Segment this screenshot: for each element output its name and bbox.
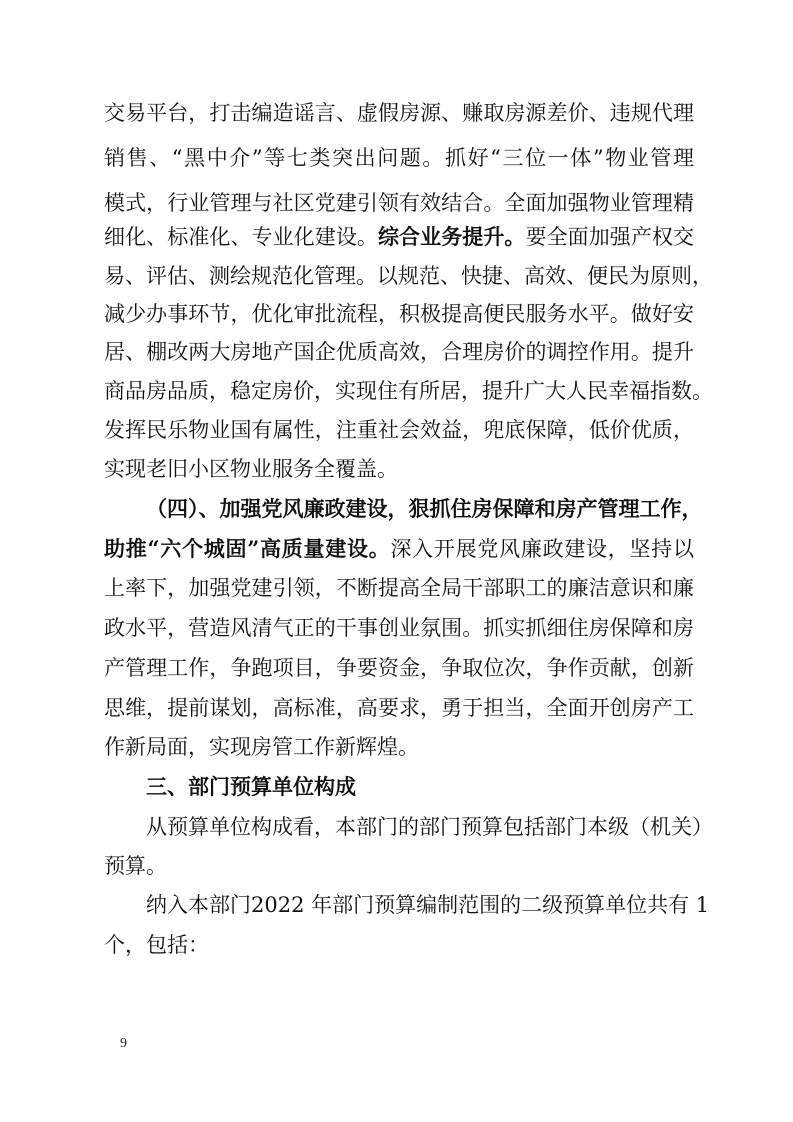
- text-line: 发挥民乐物业国有属性，注重社会效益，兜底保障，低价优质，: [104, 418, 694, 442]
- text-line: [104, 537, 694, 561]
- text-line: 上率下，加强党建引领，不断提高全局干部职工的廉洁意识和廉: [104, 576, 694, 600]
- text-line: 易、评估、测绘规范化管理。以规范、快捷、高效、便民为原则，: [104, 264, 713, 288]
- text-line: 从预算单位构成看，本部门的部门预算包括部门本级（机关）: [146, 815, 713, 839]
- text-line: 模式，行业管理与社区党建引领有效结合。全面加强物业管理精: [104, 191, 694, 215]
- text-line: 作新局面，实现房管工作新辉煌。: [104, 735, 419, 759]
- text-line: 政水平，营造风清气正的干事创业氛围。抓实抓细住房保障和房: [104, 616, 694, 640]
- text-line: 个，包括：: [104, 933, 209, 957]
- text-span: 细化、标准化、专业化建设。: [104, 225, 378, 249]
- text-line: 交易平台，打击编造谣言、虚假房源、赚取房源差价、违规代理: [104, 101, 694, 125]
- text-line: 商品房品质，稳定房价，实现住有所居，提升广大人民幸福指数。: [104, 379, 713, 403]
- text-line: [104, 225, 694, 249]
- text-line: 纳入本部门2022 年部门预算编制范围的二级预算单位共有 1: [146, 893, 710, 917]
- text-line: 产管理工作，争跑项目，争要资金，争取位次，争作贡献，创新: [104, 656, 694, 680]
- text-span: 深入开展党风廉政建设，坚持以: [390, 537, 694, 561]
- text-line: 减少办事环节，优化审批流程，积极提高便民服务水平。做好安: [104, 302, 694, 326]
- bold-heading-span: 综合业务提升。: [377, 224, 526, 249]
- text-line: 实现老旧小区物业服务全覆盖。: [104, 457, 398, 481]
- text-line: 预算。: [104, 854, 167, 878]
- text-line: 居、棚改两大房地产国企优质高效，合理房价的调控作用。提升: [104, 340, 694, 364]
- bold-heading-span: 助推“六个城固”高质量建设。: [104, 536, 391, 561]
- text-line: 思维，提前谋划，高标准，高要求，勇于担当，全面开创房产工: [104, 696, 694, 720]
- text-span: 要全面加强产权交: [525, 225, 695, 249]
- section-heading-line: （四）、加强党风廉政建设，狠抓住房保障和房产管理工作，: [146, 496, 703, 521]
- text-line: 销售、“黑中介”等七类突出问题。抓好“三位一体”物业管理: [104, 146, 694, 170]
- section-heading: 三、部门预算单位构成: [146, 774, 356, 799]
- page-number: 9: [120, 1036, 127, 1051]
